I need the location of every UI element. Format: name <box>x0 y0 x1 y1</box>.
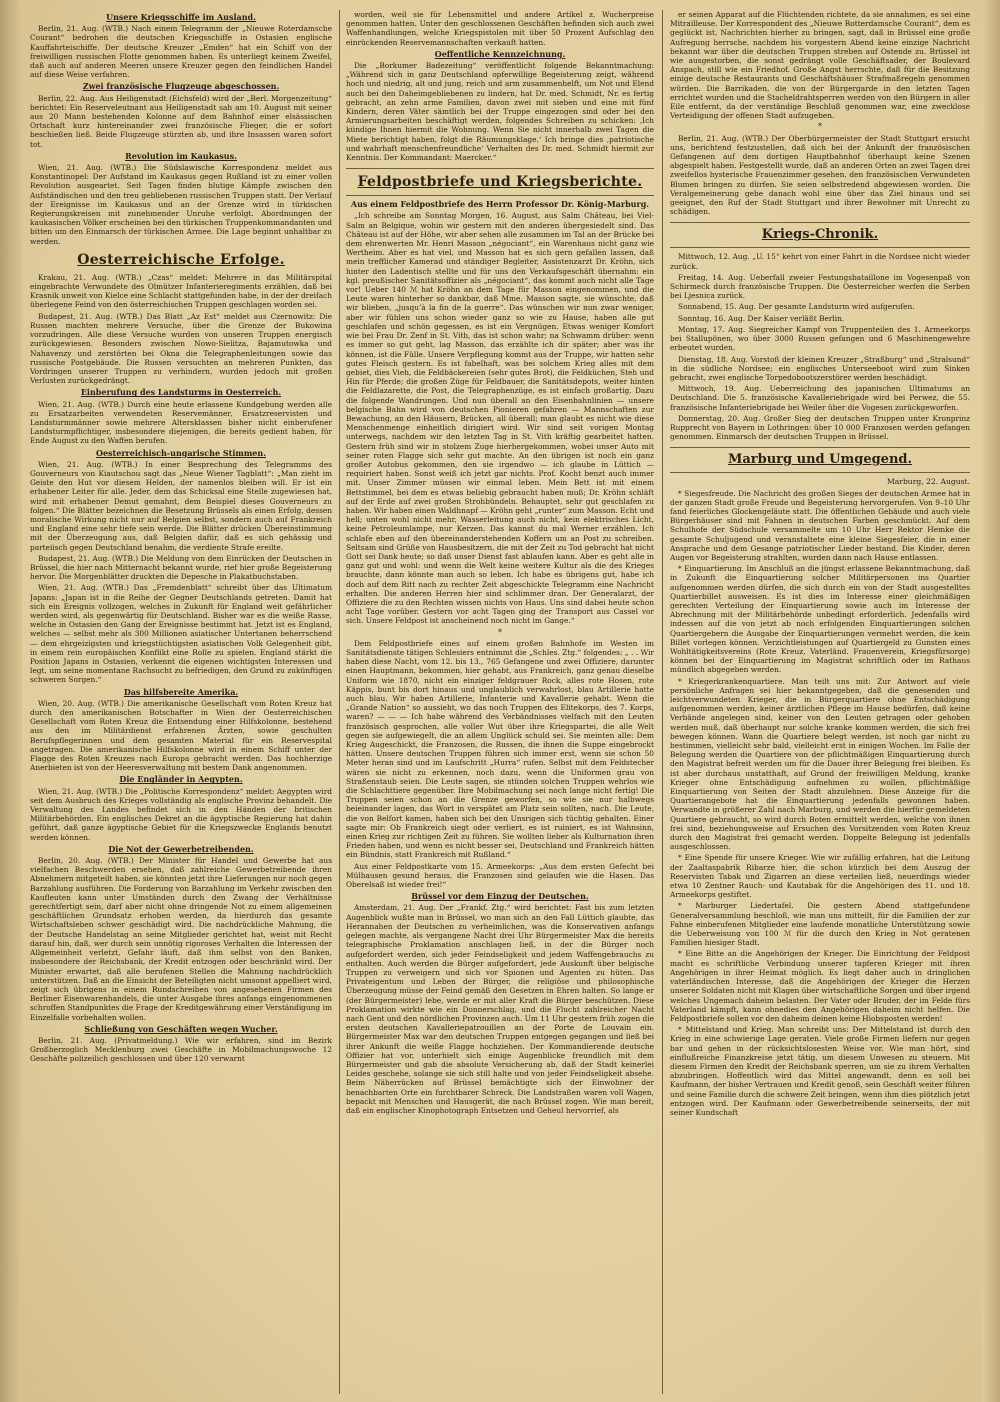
chronicle-entry: Mittwoch, 12. Aug. „U. 15“ kehrt von einer Fahrt in die Nordsee nicht wieder zurück. <box>670 252 970 271</box>
column-rule <box>339 10 340 1394</box>
chronicle-entry: Freitag, 14. Aug. Ueberfall zweier Festungsbataillone im Vogesenpaß von Schirmeck durch französische Truppen. Die Oesterreicher werfen die Serben bei Ljesnica zurück. <box>670 272 970 301</box>
article-heading: Die Engländer in Aegypten. <box>119 774 243 785</box>
article-heading: Oeffentliche Kennzeichnung. <box>434 48 566 59</box>
section-heading: Oesterreichische Erfolge. <box>77 251 285 268</box>
article-heading: Unsere Kriegsschiffe im Ausland. <box>106 12 256 22</box>
column-right <box>670 10 970 1394</box>
article-paragraph: Wien, 21. Aug. (WTB.) Das „Fremdenblatt“ schreibt über das Ultimatum Japans: „Japan ist in die Reihe der Gegner Deutschlands getreten. Damit hat sich ein Ereignis vollzogen, welches in Zukunft für England weit gefährlicher werden wird, als gegenwärtig für Deutschland. Bisher war es die weiße Rasse, welche in Ostasien den Gang der Ereignisse bestimmt hat. Jetzt ist es England, welches — selbst mehr als 300 Millionen asiatischer Untertanen beherrschend — dem ehrgeizigsten und kriegstüchtigsten asiatischen Volk Gelegenheit gibt, in einem rein europäischen Konflikt eine Rolle zu spielen. England stärkt die Position Japans in Ostasien, verkennt die eigenen wichtigsten Interessen und legt, um seine momentane Rachsucht zu befriedigen, den Grund zu zukünftigen schweren Sorgen.“ <box>30 583 332 685</box>
section-heading: Kriegs-Chronik. <box>761 227 879 243</box>
article-paragraph: * Mittelstand und Krieg. Man schreibt uns: Der Mittelstand ist durch den Krieg in eine schwierige Lage geraten. Viele große Firmen liefern nur gegen bar und gehen in der rücksichtslosesten Weise vor. Wie man hört, sind einflußreiche Finanzkreise jetzt tätig, um diesem Unwesen zu steuern. Mit diesem Firmen den Kredit der Reichsbank sperren, um sie zu ihrem Verhalten abzubringen. Hoffentlich wird das Mittel angewandt, denn es soll bei Kaufmann, der bisher Vertrauen und Kredit genoß, sein Geschäft weiter führen und seine Familie durch die schwere Zeit bringen, wenn ihm dies plötzlich jetzt entzogen wird. Der Kaufmann oder Gewerbetreibende seinerseits, der mit seiner Kundschaft <box>670 1025 970 1117</box>
article-heading: Schließung von Geschäften wegen Wucher. <box>84 1023 278 1034</box>
chronicle-entry: Donnerstag, 20. Aug. Großer Sieg der deutschen Truppen unter Kronprinz Rupprecht von Bayern in Lothringen: über 10 000 Franzosen werden gefangen genommen. Einmarsch der deutschen Truppen in Brüssel. <box>670 413 970 442</box>
article-paragraph: Berlin, 20. Aug. (WTB.) Der Minister für Handel und Gewerbe hat aus vielfachen Beschwerden ersehen, daß zahlreiche Gewerbetreibende ihren Abnehmern mitgeteilt haben, sie könnten jetzt ihre Lieferungen nur noch gegen Barzahlung ausführen. Die Forderung von Barzahlung im Verkehr zwischen den Kaufleuten kann unter Umständen durch den Zwang der Verhältnisse gerechtfertigt sein, darf aber nicht ohne dringende Not zu einem allgemeinen geschäftlichen Grundsatz erhoben werden, da hierdurch das gesamte Wirtschaftsleben schwer geschädigt wird. Die nachdrückliche Mahnung, die der Deutsche Handelstag an seine Mitglieder gerichtet hat, weist mit Recht darauf hin, daß, wer durch sein unnötig rigoroses Verhalten die Interessen der Allgemeinheit verletzt, Gefahr läuft, daß ihm selbst von den Banken, insbesondere der Reichsbank, der Kredit entzogen oder beschränkt wird. Der Minister erwartet, daß alle berufenen Stellen die Mahnung nachdrücklich unterstützen. Daß an die Einsicht der Beteiligten nicht umsonst appelliert wird, zeigt sich übrigens in einem Rundschreiben von angesehenen Firmen des Berliner Eisenwarenhandels, die unter Ausgabe ihres anfangs eingenommenen schroffen Standpunktes die Frage der Kreditgewährung einer Verständigung im Einzelfalle vorbehalten wollen. <box>30 856 332 1022</box>
article-heading: Zwei französische Flugzeuge abgeschossen. <box>82 81 280 92</box>
page-right-edge <box>982 0 1000 1402</box>
article-paragraph: Wien, 21. Aug. (WTB.) Die „Politische Korrespondenz“ meldet: Aegypten wird seit dem Ausbruch des Krieges vollständig als englische Provinz behandelt. Die Verwaltung des Landes befindet sich in den Händen der britischen Militärbehörden. Ein englisches Dekret an die ägyptische Regierung hat dahin geführt, daß ganze ägyptische Gebiet für die Kriegszwecke Englands benutzt werden können. <box>30 786 332 842</box>
article-heading: Das hilfsbereite Amerika. <box>123 686 239 697</box>
chronicle-entry: Sonnabend, 15. Aug. Der gesamte Landsturm wird aufgerufen. <box>678 302 915 312</box>
column-rule <box>662 10 663 1394</box>
article-heading: Revolution im Kaukasus. <box>125 150 237 161</box>
chronicle-entry: Mittwoch, 19. Aug. Ueberreichung des japanischen Ultimatums an Deutschland. Die 5. französische Kavalleriebrigade wird bei Perwez, die 55. französische Infanteriebrigade bei Weiler über die Vogesen zurückgeworfen. <box>670 384 970 412</box>
dateline: Marburg, 22. August. <box>887 477 970 487</box>
column-left <box>30 10 332 1394</box>
article-paragraph: Budapest, 21. Aug. (WTB.) Die Meldung von dem Einrücken der Deutschen in Brüssel, die hier nach Mitternacht bekannt wurde, rief hier große Begeisterung hervor. Die Morgenblätter druckten die Depesche in Plakatbuchstaben. <box>30 553 332 582</box>
section-heading: Feldpostbriefe und Kriegsberichte. <box>357 174 643 191</box>
article-paragraph: worden, weil sie für Lebensmittel und andere Artikel z. Wucherpreise genommen hatten. Unter den geschlossenen Geschäften befinden sich auch zwei Waffenhandlungen, welche Kriegspistolen mit über 50 Prozent Aufschlag den einrückenden Reservemannschaften verkauft hatten. <box>346 10 654 47</box>
chronicle-entry: Sonntag, 16. Aug. Der Kaiser verläßt Berlin. <box>678 313 845 323</box>
article-paragraph: Budapest, 21. Aug. (WTB.) Das Blatt „Az Est“ meldet aus Czernowitz: Die Russen machten mehrere Versuche, über die Grenze der Bukowina vorzudringen. Alle diese Versuche wurden von unseren Truppen energisch zurückgewiesen. Besonders zwischen Nowo-Sielitza, Bajamutowka und Nahavenzy und zerstörten bei Okna die Telegraphenleitungen sowie das russische Postgebäude. Die Russen versuchten an mehreren Punkten, das Vordringen unserer Truppen zu verhindern, wurden jedoch mit großen Verlusten zurückgedrängt. <box>30 311 332 386</box>
article-paragraph: Aus einer Feldpostkarte vom 15. Armeekorps: „Aus dem ersten Gefecht bei Mülhausen gesund heraus, die Franzosen sind gelaufen wie die Hasen. Das Oberelsaß ist wieder frei!“ <box>346 861 654 890</box>
article-paragraph: Krakau, 21. Aug. (WTB.) „Czas“ meldet: Mehrere in das Militärspital eingebrachte Verwundete des Olmützer Infanterieregiments erzählen, daß bei Krasnik unweit von Kielce eine Schlacht stattgefunden habe, in der der dreifach überlegene Feind von den österreichischen Truppen geschlagen worden sei. <box>30 272 332 310</box>
separator-star: * <box>498 627 502 637</box>
article-paragraph: * Eine Bitte an die Angehörigen der Krieger. Die Einrichtung der Feldpost macht es schriftliche Verbindung unserer tapferen Krieger mit ihren Angehörigen in ihrer Heimat möglich. Es liegt daher auch in dringlichen vaterländischen Interesse, daß die Angehörigen der Krieger die Herzen unserer Soldaten nicht mit Klagen über wirtschaftliche Sorgen und über irgend welches Ungemach daheim belasten. Der Vater oder Bruder, der im Felde fürs Vaterland kämpft, kann ohnedies den Angehörigen daheim nicht helfen. Die Feldpostbriefe sollen vor den daheim deinen keine Hiobsposten werden! <box>670 949 970 1023</box>
article-paragraph: Wien, 21. Aug. (WTB.) Die Südslawische Korrespondenz meldet aus Konstantinopel: Der Aufstand im Kaukasus gegen Rußland ist zu einer vollen Revolution ausgeartet. Seit Tagen finden blutige Kämpfe zwischen den Aufständischen und den treu gebliebenen russischen Truppen statt. Der Verlauf der Ereignisse im Kaukasus und an der Grenze wird in türkischen Regierungskreisen mit zunehmender Unruhe verfolgt. Abordnungen der kaukasischen Völker erscheinen bei den türkischen Truppenkommandanten und bitten um den Einmarsch der türkischen Armee. Die Lage beginnt unhaltbar zu werden. <box>30 163 332 246</box>
article-paragraph: „Ich schreibe am Sonntag Morgen, 16. August, aus Salm Château, bei Viel-Salm an Belgique, wohin wir gestern mit den anderen übergesiedelt sind. Das Château ist auf der Höhe, wir aber sehen alle zusammen im Tal an der Brücke bei dem ehrenwerten Mr. Henri Masson „négociant“, ein Warenhaus nicht ganz wie Wertheim. Aber es hat viel, und Masson hat es sich gern gefallen lassen, daß mein trefflicher Kamerad und ständiger Begleiter, Assistenzarzt Dr. Kröhn, sich hinter den Ladentisch stellte und für uns den Verkaufsgeschäft übernahm: ein kgl. preußischer Sanitätsoffizier als „négociant“, das kommt auch nicht alle Tage vor! Ueber 140 ℳ hat Kröhn an dem Tage für Masson eingenommen, und die Leute waren hinterher so dankbar, daß Mme. Masson sagte, sie wünschte, daß wir blieben, „jusqu’à la fin de la guerre“. Das wünschen wir nun zwar weniger, aber wir fühlen uns schon wieder ganz so wie zu Hause, haben alle gut geschlafen und schön gegessen, es ist ein Vergnügen. Etwas weniger Komfort wie bei Frau Dr. Zenf in St. Vith, das ist schon wahr; na Schwamm drüber: wenn es immer so gut geht, lag Masson, das erzählte ich dir später; aber was ihr können, ist die Fülle. Unsere Verpflegung kommt aus der Truppe, wir hatten sehr gutes Fleisch gestern. Es ist fabelhaft, was bei solchem Krieg alles mit dem gebiet, dies Vieh, die Feldbäckereien (sehr gutes Brot), die Feldküchen, Steh und Hin für Pferde; die großen Züge für Feldbauer, die Sanitätsdepots, weiter hinten die Feldlazarette, die Post, die Telegraphenzüge, es ist einfach großartig. Dazu die folgende Wandrungen. Und nun überall an den Eisenbahnlinien — unsere belgische Bahn wird von deutschen Pionieren gefahren — Mannschaften zur Bewachung, an den Häusern, Brücken, all überall; man glaubt es nicht wie diese Menschenmenge einheitlich dirigiert wird. Wir sind seit vorigen Montag unterwegs, nachdem wir den letzten Tag in St. Vith kräftig gearbeitet hatten. Gestern früh sind wir in stolzem Zuge hierhergekommen, wobei unser Auto mit seiner roten Flagge sich sehr gut machte. An den übrigen ist noch ein ganz großer Autobus gekommen, den sie irgendwo — ich glaube in Lüttich — requiriert haben. Sonst weiß ich jetzt gar nichts. Prof. Kocht benzt auch immer mit. Unser Zimmer müssen wir einmal leben. Mein Bett ist mit einem Bettstimmel, bei dem es etwas beliebig gebraucht haben muß; Dr. Kröhn schläft auf der Erde auf zwei großen Strohbündeln. Behauptet, sehr gut geschlafen zu haben. Wir haben einen Waldhnapf — Kröhn geht „runter“ zum Masson. Echt und hell; unten wohl nicht mehr, Wasserleitung auch nicht, kein elektrisches Licht, keine Petroleumlampe, nur Kerzen. Das kannst du mal Werner erzählen. Ich schlafe eben auf den übereinanderstehenden Koffern um an Post zu schreiben. Seltsam sind Grüße von Hausbesitzern, die mit der Zeit zu Tod gebracht hat nicht Gott sei Dank heute; so daß unser Dienst fast ablaufen kann. Aber es geht alle in ganz gut und wohl: und wenn die Welt keine weitere Kultur als die des Krieges brauchte, dann könnte man auch so leben. Ich habe es übrigens gut, habe ich doch auf dem Ritt nach zu rechter Zeit abgeschickte Telegramm eine Nachricht erhalten. Die anderen Herren hier sind schlimmer dran. Der Generalarzt, der Offiziere die zu den Rechten wissen nichts von Haus. Uns sind dabei heute schon acht Tage vorüber. Gestern vor acht Tagen ging der Transport aus Cassel vor sich. Unsere Feldpost ist anscheinend noch nicht im Gange.“ <box>346 211 654 626</box>
article-paragraph: * Kriegerkrankenquartiere. Man teilt uns mit: Zur Antwort auf viele persönliche Anfragen sei hier bekanntgegeben, daß die genesenden und leichtverwundeten Krieger, die in Bürgerquartiere ohne Entschädigung aufgenommen werden, keiner ärztlichen Pflege im Hause bedürfen, daß keine Verbände angelegen sind, keiner von den Leuten getragen oder gehoben werden muß, daß überhaupt nur solche kranke kommen werden, die sich frei bewegen können. Wann die Quartiere belegt werden, ist noch gar nicht zu bestimmen, vielleicht sehr bald, vielleicht erst in einigen Wochen. Im Falle der Belegung werden die Quartiere von der pflichtmäßigen Einquartierung durch den Magistrat befreit werden um für die Dauer ihrer Belegung frei bleiben. Es ist aber durchaus unstatthaft, auf Grund der freiwilligen Meldung, kranke Krieger ohne Entschädigung aufnehmen zu wollen, pflichtmäßige Einquartierung von Seiten der Stadt abzulehnen. Diese Anzeige für die Quartierangebote hat die Einquartierung jedenfalls gewonnen haben. Verwandte in größerer Zahl nach Marburg, und werden die hierfür gemeldeten Quartiere gebraucht, so wird durch Boten ermittelt werden, welche von ihnen frei sind, beziehungsweise auf Ersuchen des Vorsitzenden vom Roten Kreuz durch den Magistrat frei gemacht werden. Doppelte Belegung ist jedenfalls ausgeschlossen. <box>670 676 970 852</box>
article-paragraph: Berlin, 22. Aug. Aus Heiligenstadt (Eichsfeld) wird der „Berl. Morgenzeitung“ berichtet: Ein Reserveleutnant aus Heiligenstadt sah am 10. August mit seiner aus 20 Mann bestehenden Kolonne auf dem Bahnhof einer elsässischen Ortschaft kurz hintereinander zwei französische Flieger, die er sofort beschießen ließ. Beide Flugzeuge stürzten ab, und ihre Insassen waren sofort tot. <box>30 93 332 149</box>
article-heading: Aus einem Feldpostbriefe des Herrn Professor Dr. König-Marburg. <box>350 199 650 210</box>
article-paragraph: * Siegesfreude. Die Nachricht des großen Sieges der deutschen Armee hat in der ganzen Stadt große Freude und Begeisterung hervorgerufen. Von 9–10 Uhr fand feierliches Glockengeläute statt. Die öffentlichen Gebäude und auch viele Bürgerhäuser sind mit Fahnen in deutschen Farben geschmückt. Auf dem Schulhofe der Südschule versammelte um 10 Uhr Herr Rektor Hemke die gesamte Schuljugend und veranstaltete eine kleine Siegesfeier, die in einer Ansprache und dem Gesange patriotischer Lieder bestand. Die Kinder, deren Augen vor Begeisterung strahlten, wurden dann nach Hause entlassen. <box>670 488 970 562</box>
article-paragraph: * Eine Spende für unsere Krieger. Wie wir zufällig erfahren, hat die Leitung der Zaaltaspabrik Ribarze hier, die schon kürzlich bei dem Auszug der Reservisten Tabak und Zigarren an diese verteilen ließ, neuerdings wieder etwa 10 Zentner Rauch- und Kautabak für die Angehörigen des 11. und 18. Armeekorps gestiftet. <box>670 853 970 900</box>
article-paragraph: Die „Borkumer Badezeitung“ veröffentlicht folgende Bekanntmachung: „Während sich in ganz Deutschland opferwillige Begeisterung zeigt, während hoch und niedrig, alt und jung, reich und arm zusammenhelft, um Not und Elend auch bei den Daheimgebliebenen zu lindern, hat Dr. med. Schmidt, Nr. es fertig gebracht, an zehn arme Familien, davon zwei mit sieben und eine mit fünf Kindern, deren Väter sämtlich bei der Truppe eingezogen sind oder bei den Armierungsarbeiten beschäftigt werden, folgendes Schreiben zu schicken: ‚Ich kündige Ihnen hiermit die Wohnung. Wenn Sie nicht innerhalb zwei Tagen die Miete berichtigt haben, folgt die Räumungsklage.‘ Ich bringe dies ‚patriotische und wahrhaft menschenfreundliche‘ Verhalten des Dr. med. Schmidt hiermit zur Kenntnis. Der Kommandant: Maercker.“ <box>346 61 654 163</box>
article-paragraph: * Marburger Liedertafel. Die gestern Abend stattgefundene Generalversammlung beschloß, wie man uns mitteilt, für die Familien der zur Fahne einberufenen Mitglieder eine laufende monatliche Unterstützung sowie die Ueberweisung von 100 ℳ für die durch den Krieg in Not geratenen Familien hiesiger Stadt. <box>670 901 970 948</box>
article-paragraph: er seinen Apparat auf die Flüchtenden richtete, da sie annahmen, es sei eine Mitrailleuse. Der Korrespondent des „Nieuwe Rotterdamsche Courant“, dem es geglückt ist, Nachrichten hierher zu bringen, sagt, daß in Brüssel eine große Aufregung herrsche, nachdem bis vorgestern Abend keine einzige Nachricht bekannt war über die deutschen Truppen streben auf Ostende zu. Brüssel ist wie ausgestorben, die sonst gedrängt volle Geschäftsader, der Boulevard Anspach, still wie ein Friedhof. Große Angst herrschte, daß für die Besitzung einige deutsche Restaurants und Geschäftshäuser Strafmaßregeln genommen würden. Die Barrikaden, die von der Bürgergarde in den letzten Tagen errichtet wurden und die Stacheldrahtsperren werden von den Bürgern in aller Eile entfernt, da der verständige Beschluß genommen war, eine zwecklose Verteidigung der offenen Stadt aufzugeben. <box>670 10 970 121</box>
separator-star: * <box>818 122 822 132</box>
article-paragraph: Amsterdam, 21. Aug. Der „Frankf. Ztg.“ wird berichtet: Fast bis zum letzten Augenblick wußte man in Brüssel, wo man sich an den Fall Lüttich glaubte, das Herannahen der Deutschen zu verheimlichen, was die Konservativen anfangs gelegen machte, als vergangene Nacht drei Uhr Bürgermeister Max die bereits telegraphische Proklamation anschlagen ließ, in der die Bürger noch aufgefordert werden, sich jeder Feindseligkeit und jedem Waffengebrauchs zu enthalten. Auch werden die Bürger aufgefordert, jede Auskunft über belgische Truppen zu verweigern und sich vor Spionen und Agenten zu hüten. Das Privateigentum und Leben der Bürger, die religiöse und philosophische Überzeugung müsse der Feind gemäß den Gesetzen in Ehren halten. So lange er (der Bürgermeister) lebe, werde er mit aller Kraft die Bürger beschützen. Diese Proklamation wirkte wie ein Donnerschlag, und die Flucht zahlreicher Nacht nach Gent und den nördlichen Provinzen auch. Um 11 Uhr gestern früh zogen die ersten deutschen Kavalleriepatrouillen an der Porte de Louvain ein. Bürgermeister Max war den deutschen Truppen entgegen gegangen und ließ bei ihrer Ankunft die weiße Flagge hochziehen. Der Kommandierende deutsche Offizier hat vor, unterhielt sich einige Augenblicke freundlich mit dem Bürgermeister und gab die absolute Versicherung ab, daß der Stadt keinerlei Leides geschehe, solange sie sich still halte und von jeder Feindseligkeit absehe. Beim Näherrücken auf Brüssel bemächtigte sich der Einwohner der benachbarten Orte ein furchtbarer Schreck. Die Landstraßen waren voll Wagen, bepackt mit Menschen und Hausgerät, die nach Brüssel zogen. Wie man bereit, daß ein englischer Kinophotograph Entsetzen und Geheul hervorrief, als <box>346 903 654 1115</box>
chronicle-entry: Dienstag, 18. Aug. Vorstoß der kleinen Kreuzer „Straßburg“ und „Stralsund“ in die südliche Nordsee; ein englisches Unterseeboot wird zum Sinken gebracht, zwei englische Torpedobootszerstörer werden beschädigt. <box>670 354 970 382</box>
chronicle-entry: Montag, 17. Aug. Siegreicher Kampf von Truppenteilen des 1. Armeekorps bei Stallupönen, wo über 3000 Russen gefangen und 6 Maschinengewehre erbeutet wurden. <box>670 324 970 353</box>
section-heading: Marburg und Umgegend. <box>727 452 913 468</box>
article-paragraph: Berlin, 21. Aug. (Privatmeldung.) Wie wir erfahren, sind im Bezirk Großherzoglich Mecklenburg zwei Geschäfte in Mobilmachungswoche 12 Geschäfte polizeilich geschlossen und über 120 verwarnt <box>30 1035 332 1064</box>
article-heading: Brüssel vor dem Einzug der Deutschen. <box>411 891 589 902</box>
article-paragraph: Berlin, 21. Aug. (WTB.) Der Oberbürgermeister der Stadt Stuttgart ersucht uns, berichtend festzustellen, daß sich bei der Ankunft der französischen Gefangenen auf dem dortigen Hauptbahnhof überhaupt keine Szenen abgespielt haben. Festgestellt wurde, daß an anderen Orten an zwei Tagen drei zweifellos hysterische Frauenzimmer gesehen, den französischen Verwundeten Blumen bringen zu dürfen. Sie seien selbstredend abgewiesen worden. Die Veralgemeinerung gebe danach wohl eine über das Ziel hinaus und sei geeignet, den Ruf der Stadt Stuttgart und ihrer Bewohner mit Unrecht zu schädigen. <box>670 133 970 217</box>
article-heading: Einberufung des Landsturms in Oesterreich. <box>80 387 282 398</box>
article-heading: Oesterreichisch-ungarische Stimmen. <box>95 447 266 458</box>
article-paragraph: Berlin, 21. Aug. (WTB.) Nach einem Telegramm der „Nieuwe Roterdamsche Courant“ bedrohen die deutschen Kriegsschiffe in Ostasien englische Kauffahrteischiffe. Der deutsche Kreuzer „Emden“ hat ein Schiff von der freiwilligen russischen Flotte genommen haben. Es unterliegt keinem Zweifel, daß auch auf anderen Meeren unsere Kreuzer gegen den feindlichen Handel auf diese Weise verfahren. <box>30 24 332 80</box>
article-paragraph: Wien, 21. Aug. (WTB.) In einer Besprechung des Telegramms des Gouverneurs von Kiautschou sagt das „Neue Wiener Tagblatt“: „Man zieht im Geiste den Hut vor diesem Helden, der namenlos bleiben will. Er ist ein erhabener Leiter für alle. Jeder, dem das Schicksal eine Stelle zugewiesen hat, wird mit erhabener Demut gemahnt, dem Beispiel dieses Gouverneurs zu folgen.“ Die Blätter bezeichnen die Besetzung Brüssels als einen Erfolg, dessen moralische Wirkung nicht nur auf Belgien selbst, sondern auch auf Frankreich und England eine sehr tiefe sein werde. Die Blätter drücken Übereinstimmung mit der Überzeugung aus, daß Belgien dafür, daß es sich gehässig und parteiisch gegen Deutschland benahm, die verdiente Strafe ereilte. <box>30 459 332 552</box>
article-paragraph: Dem Feldpostbriefe eines auf einem großen Bahnhofe im Westen im Sanitätsdienste tätigen Schlesiers entnimmt die „Schles. Ztg.“ folgendes: „ . . Wir haben diese Nacht, vom 12. bis 13., 765 Gefangene und zwei Offiziere, darunter einen Hauptmann, bekommen, hier gehabt, aus Frankreich, ganz genau dieselbe Uniform wie 1870, nicht ein einziger feldgrauer Rock, alles rote Hosen, rote Käppis, bunt bis dort hinaus und unglaublich verwahrlost, blau Artillerie hatte auch blau. Wir haben Artillerie, Infanterie und Kavallerie gehabt. Wenn die „Grande Nation“ so aussieht, wo das noch Truppen des Elitekorps, des 7. Korps, waren? — — — Ich habe während des Verbändnisses vielfach mit den Leuten französisch gesprochen, alle voller Wut über ihre Kriegspartei, die alle Welt gegen sie aufgewiegelt, die an allem Unglück schuld sei. Sie meinten alle: Dem Krieg Augeschickt, die Franzosen, die Russen, die ihnen die Suppe eingebrockt hätten. Unsere deutschen Truppen führen sich immer erst, wenn sie schon 50 Meter heran sind und im Laufschritt „Hurra“ rufen. Selbst mit dem Feldstecher wären sie nicht zu erkennen, noch dazu, wenn die Uniformen grau von Straßenstaub seien. Die Leute sagen, sie stünden solchen Truppen wehrlos wie die Schlachttiere gegenüber. Ihre Mobilmachung sei noch lange nicht fertig! Die Truppen seien schon an die Grenze geworfen, so wie sie nur halbwegs beieinander lagen, das Wort in verspätet am Platz sein sollten, nach. Die Leute, die von Belfort kamen, haben sich bei den Unsrigen sich tüchtig gehalten. Einer sagte mir: Ob Frankreich siegt oder verliert, es ist ruiniert, es ist Wahnsinn, einen Krieg zur richtigen Zeit zu führen. Sie wollten lieber als Kulturnation ihren Frieden haben, und wenn es nicht besser sei, Deutschland und Frankreich hätten ein Bündnis, statt Frankreich mit Rußland.“ <box>346 638 654 860</box>
article-paragraph: * Einquartierung. Im Anschluß an die jüngst erlassene Bekanntmachung, daß in Zukunft die Einquartierung solcher Militärpersonen ins Quartier aufgenommen werden dürfen, die sich durch ein von der Stadt ausgestelltes Quartierbillet ausweisen. Es ist dies im Interesse einer gleichmäßigen gerechten Verteilung der Einquartierung sowie auch im Interesse der Abrechnung mit der Militärbehörde unbedingt erforderlich. Jedenfalls wird indessen auf die von jetzt ab noch erfolgenden Einquartierungen solchen Quartiergebern die Ausgabe der Einquartierungen vermehrt werden, die kein Billet vorlegen können. Verzichtleistungen auf Quartiergeld zu Gunsten eines Wohltätigkeitsvereins (Rote Kreuz, Vaterländ. Frauenverein, Kriegsfürsorge) können bei der Einquartierung im Magistrat schriftlich oder im Rathaus mündlich abgegeben werden. <box>670 564 970 675</box>
article-heading: Die Not der Gewerbetreibenden. <box>108 843 254 854</box>
article-paragraph: Wien, 20. Aug. (WTB.) Die amerikanische Gesellschaft vom Roten Kreuz hat durch den amerikanischen Botschafter in Wien der Oesterreichischen Gesellschaft vom Roten Kreuz die Entsendung einer Hilfskolonne, bestehend aus den im Militärdienst erfahrenen Ärzten, sowie geschulten Berufspflegerinnen und dem gesamten Material für ein Reservespital angetragen. Die amerikanische Hilfskolonne wird in einem Schiff unter der Flagge des Roten Kreuzes nach Europa gebracht werden. Das hochherzige Anerbieten ist von der Heeresverwaltung mit bestem Dank angenommen. <box>30 698 332 773</box>
column-middle <box>346 10 654 1394</box>
page-left-edge <box>0 0 22 1402</box>
article-paragraph: Wien, 21. Aug. (WTB.) Durch eine heute erlassene Kundgebung werden alle zu Ersatzarbeiten verwendeten Reservemänner, Ersatzreservisten und Landsturmmänner sowie mehrere Altersklassen bisher nicht einberufener Landsturmpflichtiger, insbesondere diejenigen, die bereits gedient haben, für Ende August zu den Waffen berufen. <box>30 399 332 446</box>
